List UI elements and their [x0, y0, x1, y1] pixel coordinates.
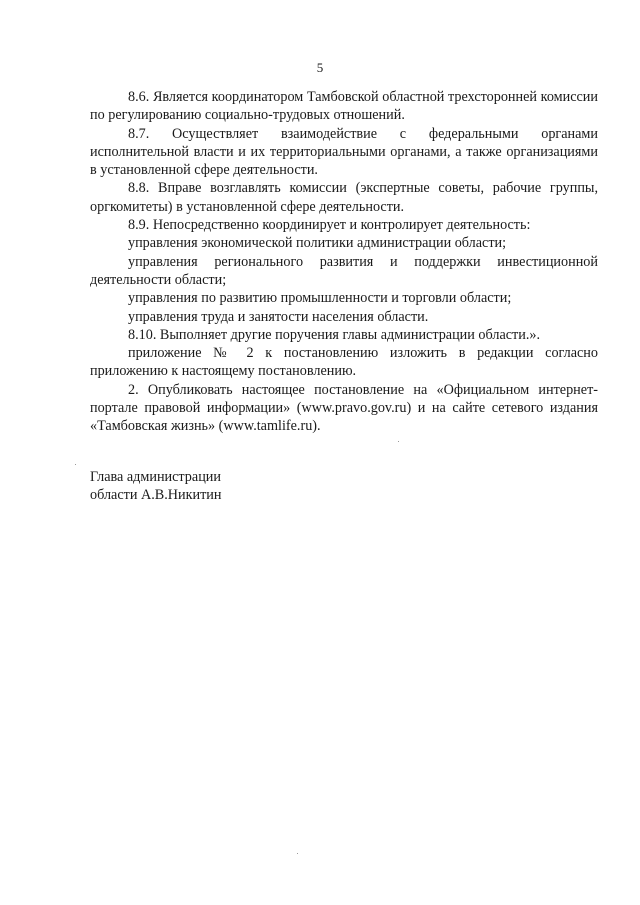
signature-block — [90, 468, 221, 505]
page-number: 5 — [316, 60, 324, 75]
paragraph-publish: 2. Опубликовать настоящее постановление на «Официальном интернет-портале правовой информации» (www.pravo.gov.ru) и на сайте сетевого издания «Тамбовская жизнь» (www.tamlife.ru). — [90, 381, 598, 435]
paragraph-8-9: 8.9. Непосредственно координирует и контролирует деятельность: — [128, 217, 531, 234]
paragraph-8-8: 8.8. Вправе возглавлять комиссии (экспертные советы, рабочие группы, оргкомитеты) в установленной сфере деятельности. — [90, 180, 598, 215]
list-item-economic-policy: управления экономической политики администрации области; — [128, 235, 507, 252]
signature-title: Глава администрации — [90, 469, 221, 485]
paragraph-8-7: 8.7. Осуществляет взаимодействие с федеральными органами исполнительной власти и их территориальными органами, а также организациями в установленной сфере деятельности. — [90, 125, 598, 179]
scan-speck — [297, 853, 298, 854]
scan-speck — [398, 441, 399, 442]
list-item-industry-trade: управления по развитию промышленности и торговли области; — [128, 290, 512, 307]
scan-speck — [75, 464, 76, 465]
list-item-regional-development: управления регионального развития и поддержки инвестиционной деятельности области; — [90, 253, 598, 288]
signature-name: области А.В.Никитин — [90, 487, 222, 504]
list-item-labor-employment: управления труда и занятости населения области. — [128, 308, 429, 325]
document-body — [90, 88, 598, 436]
paragraph-8-10: 8.10. Выполняет другие поручения главы администрации области.». — [128, 326, 541, 343]
paragraph-8-6: 8.6. Является координатором Тамбовской областной трехсторонней комиссии по регулированию социально-трудовых отношений. — [90, 89, 598, 124]
paragraph-appendix-2: приложение № 2 к постановлению изложить в редакции согласно приложению к настоящему постановлению. — [90, 345, 598, 380]
